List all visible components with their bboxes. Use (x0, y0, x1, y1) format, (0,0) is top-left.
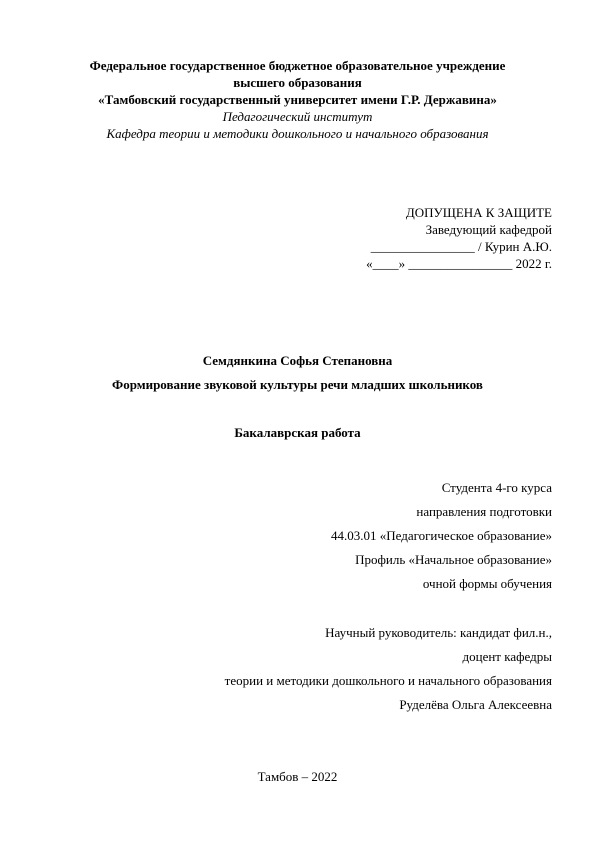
author-name: Семдянкина Софья Степановна (202, 353, 393, 368)
header-department: Кафедра теории и методики дошкольного и начального образования (106, 126, 489, 141)
student-course: Студента 4-го курса (441, 480, 552, 495)
approval-title: ДОПУЩЕНА К ЗАЩИТЕ (405, 205, 552, 220)
work-type: Бакалаврская работа (234, 425, 361, 440)
supervisor-name: Руделёва Ольга Алексеевна (399, 697, 552, 712)
student-profile: Профиль «Начальное образование» (355, 552, 552, 567)
approval-role: Заведующий кафедрой (425, 222, 552, 237)
student-direction-label: направления подготовки (416, 504, 552, 519)
header-federal-line: Федеральное государственное бюджетное образовательное учреждение (89, 58, 506, 73)
supervisor-degree: Научный руководитель: кандидат фил.н., (325, 625, 552, 640)
supervisor-position: доцент кафедры (462, 649, 552, 664)
supervisor-department: теории и методики дошкольного и начального образования (224, 673, 552, 688)
header-university-name: «Тамбовский государственный университет имени Г.Р. Державина» (98, 92, 497, 107)
header-institute: Педагогический институт (222, 109, 373, 124)
thesis-topic: Формирование звуковой культуры речи младших школьников (112, 377, 483, 392)
header-education-level: высшего образования (233, 75, 362, 90)
approval-signature-line: ________________ / Курин А.Ю. (370, 239, 552, 254)
student-study-form: очной формы обучения (422, 576, 552, 591)
approval-date-line: «____» ________________ 2022 г. (366, 256, 552, 271)
city-year-footer: Тамбов – 2022 (257, 769, 338, 784)
student-direction-code: 44.03.01 «Педагогическое образование» (330, 528, 552, 543)
